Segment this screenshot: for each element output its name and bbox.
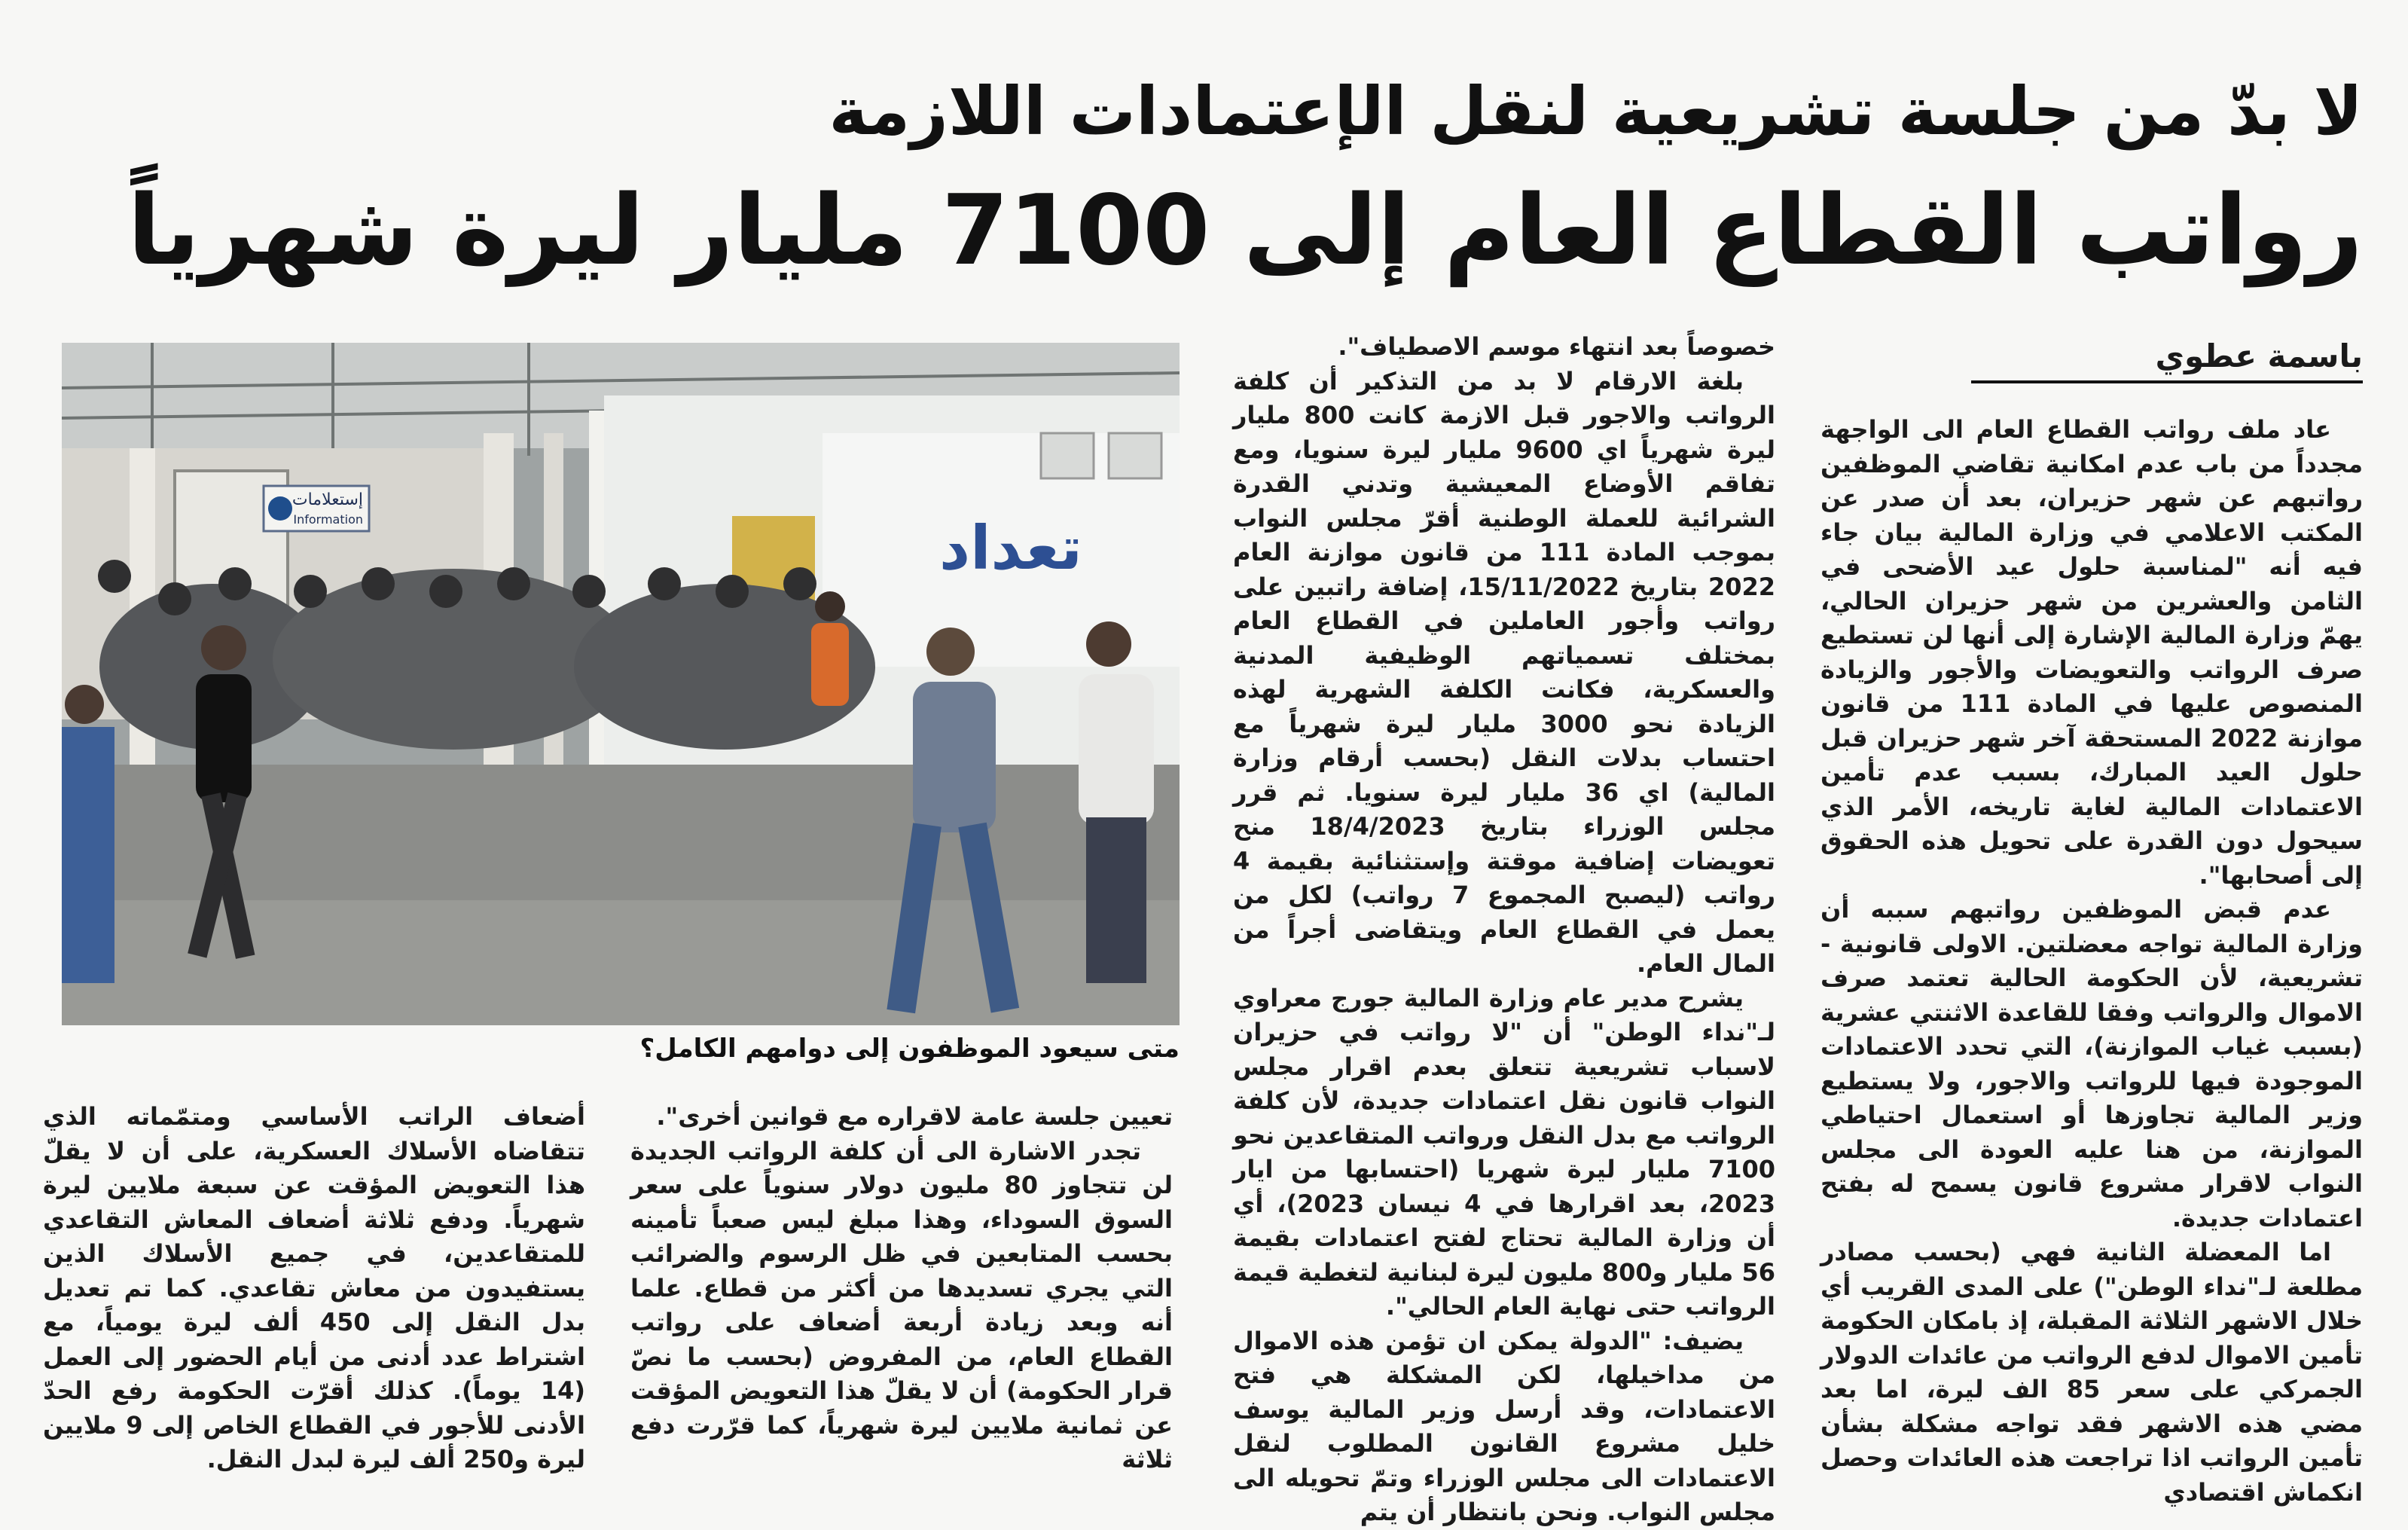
paragraph: تجدر الاشارة الى أن كلفة الرواتب الجديدة لن تتجاوز 80 مليون دولار سنوياً على سعر السوق السوداء، وهذا مبلغ ليس صعباً تأمينه بحسب المتابعين في ظل الرسوم والضرائب التي يجري تسديدها من أكثر من قطاع. علما أنه وبعد زيادة أربعة أضعاف على رواتب القطاع العام، من المفروض (بحسب ما نصّ قرار الحكومة) أن لا يقلّ هذا التعويض المؤقت عن ثمانية ملايين ليرة شهرياً، كما قرّرت دفع ثلاثة (630, 1136, 1173, 1474)
article-column-4 (43, 1100, 586, 1474)
info-sign-english: Information (293, 512, 363, 527)
paragraph: عاد ملف رواتب القطاع العام الى الواجهة مجدداً من باب عدم امكانية تقاضي الموظفين رواتبهم عن شهر حزيران، بعد أن صدر عن المكتب الاعلامي في وزارة المالية بيان جاء فيه أنه "لمناسبة حلول عيد الأضحى في الثامن والعشرين من شهر حزيران الحالي، يهمّ وزارة المالية الإشارة إلى أنها لن تستطيع صرف الرواتب والتعويضات والأجور والزيادة المنصوص عليها في المادة 111 من قانون موازنة 2022 المستحقة آخر شهر حزيران قبل حلول العيد المبارك، بسبب عدم تأمين الاعتمادات المالية لغاية تاريخه، الأمر الذي سيحول دون القدرة على تحويل هذه الحقوق إلى أصحابها". (1820, 415, 2364, 890)
author-byline: باسمة عطوي (1971, 337, 2363, 383)
paragraph: اما المعضلة الثانية فهي (بحسب مصادر مطلعة لـ"نداء الوطن") على المدى القريب أي خلال الاشهر الثلاثة المقبلة، إذ بامكان الحكومة تأمين الاموال لدفع الرواتب من عائدات الدولار الجمركي على سعر 85 الف ليرة، اما بعد مضي هذه الاشهر فقد تواجه مشكلة بشأن تأمين الرواتب اذا تراجعت هذه العائدات وحصل انكماش اقتصادي (1820, 1238, 2364, 1507)
article-column-3 (630, 1100, 1173, 1474)
photo-caption: متى سيعود الموظفون إلى دوامهم الكامل؟ (639, 1034, 1180, 1064)
wall-text: تعداد (939, 513, 1082, 583)
article-kicker: لا بدّ من جلسة تشريعية لنقل الإعتمادات اللازمة (829, 72, 2363, 150)
paragraph: خصوصاً بعد انتهاء موسم الاصطياف". (1338, 332, 1775, 361)
article-column-2 (1233, 330, 1776, 1526)
news-photo (62, 343, 1180, 1025)
article-headline: رواتب القطاع العام إلى 7100 مليار ليرة شهرياً (127, 175, 2363, 287)
paragraph: يشرح مدير عام وزارة المالية جورج معراوي لـ"نداء الوطن" أن "لا رواتب في حزيران لاسباب تشريعية تتعلق بعدم اقرار مجلس النواب قانون نقل اعتمادات جديدة، لأن كلفة الرواتب مع بدل النقل ورواتب المتقاعدين نحو 7100 مليار ليرة شهريا (احتسابها من ايار 2023، بعد اقرارها في 4 نيسان 2023)، أي أن وزارة المالية تحتاج لفتح اعتمادات بقيمة 56 مليار و800 مليون ليرة لبنانية لتغطية قيمة الرواتب حتى نهاية العام الحالي". (1233, 983, 1776, 1321)
info-sign-arabic: إستعلامات (291, 490, 363, 509)
paragraph: يضيف: "الدولة يمكن ان تؤمن هذه الاموال من مداخيلها، لكن المشكلة هي فتح الاعتمادات، وقد أرسل وزير المالية يوسف خليل مشروع القانون المطلوب لنقل الاعتمادات الى مجلس الوزراء وتمّ تحويله الى مجلس النواب. ونحن بانتظار أن يتم (1233, 1326, 1775, 1526)
article-column-1 (1820, 413, 2364, 1507)
paragraph: عدم قبض الموظفين رواتبهم سببه أن وزارة المالية تواجه معضلتين. الاولى قانونية - تشريعية، لأن الحكومة الحالية تعتمد صرف الاموال والرواتب وفقا للقاعدة الاثنتي عشرية (بسبب غياب الموازنة)، التي تحدد الاعتمادات الموجودة فيها للرواتب والاجور، ولا يستطيع وزير المالية تجاوزها أو استعمال احتياطي الموازنة، من هنا عليه العودة الى مجلس النواب لاقرار مشروع قانون يسمح له بفتح اعتمادات جديدة. (1820, 895, 2363, 1232)
paragraph: تعيين جلسة عامة لاقراره مع قوانين أخرى". (656, 1102, 1173, 1131)
paragraph: بلغة الارقام لا بد من التذكير أن كلفة الرواتب والاجور قبل الازمة كانت 800 مليار ليرة شهرياً اي 9600 مليار ليرة سنويا، ومع تفاقم الأوضاع المعيشية وتدني القدرة الشرائية للعملة الوطنية أقرّ مجلس النواب بموجب المادة 111 من قانون موازنة العام 2022 بتاريخ 15/11/2022، إضافة راتبين على رواتب وأجور العاملين في القطاع العام بمختلف تسمياتهم الوظيفية المدنية والعسكرية، فكانت الكلفة الشهرية لهذه الزيادة نحو 3000 مليار ليرة شهرياً مع احتساب بدلات النقل (بحسب أرقام وزارة المالية) اي 36 مليار ليرة سنويا. ثم قرر مجلس الوزراء بتاريخ 18/4/2023 منح تعويضات إضافية موقتة وإستثنائية بقيمة 4 رواتب (ليصبح المجموع 7 رواتب) لكل من يعمل في القطاع العام ويتقاضى أجراً من المال العام. (1233, 366, 1776, 978)
paragraph: أضعاف الراتب الأساسي ومتمّماته الذي تتقاضاه الأسلاك العسكرية، على أن لا يقلّ هذا التعويض المؤقت عن سبعة ملايين ليرة شهرياً. ودفع ثلاثة أضعاف المعاش التقاعدي للمتقاعدين، في جميع الأسلاك الذين يستفيدون من معاش تقاعدي. كما تم تعديل بدل النقل إلى 450 ألف ليرة يومياً، مع اشتراط عدد أدنى من أيام الحضور إلى العمل (14 يوماً). كذلك أقرّت الحكومة رفع الحدّ الأدنى للأجور في القطاع الخاص إلى 9 ملايين ليرة و250 ألف ليرة لبدل النقل. (43, 1102, 586, 1474)
